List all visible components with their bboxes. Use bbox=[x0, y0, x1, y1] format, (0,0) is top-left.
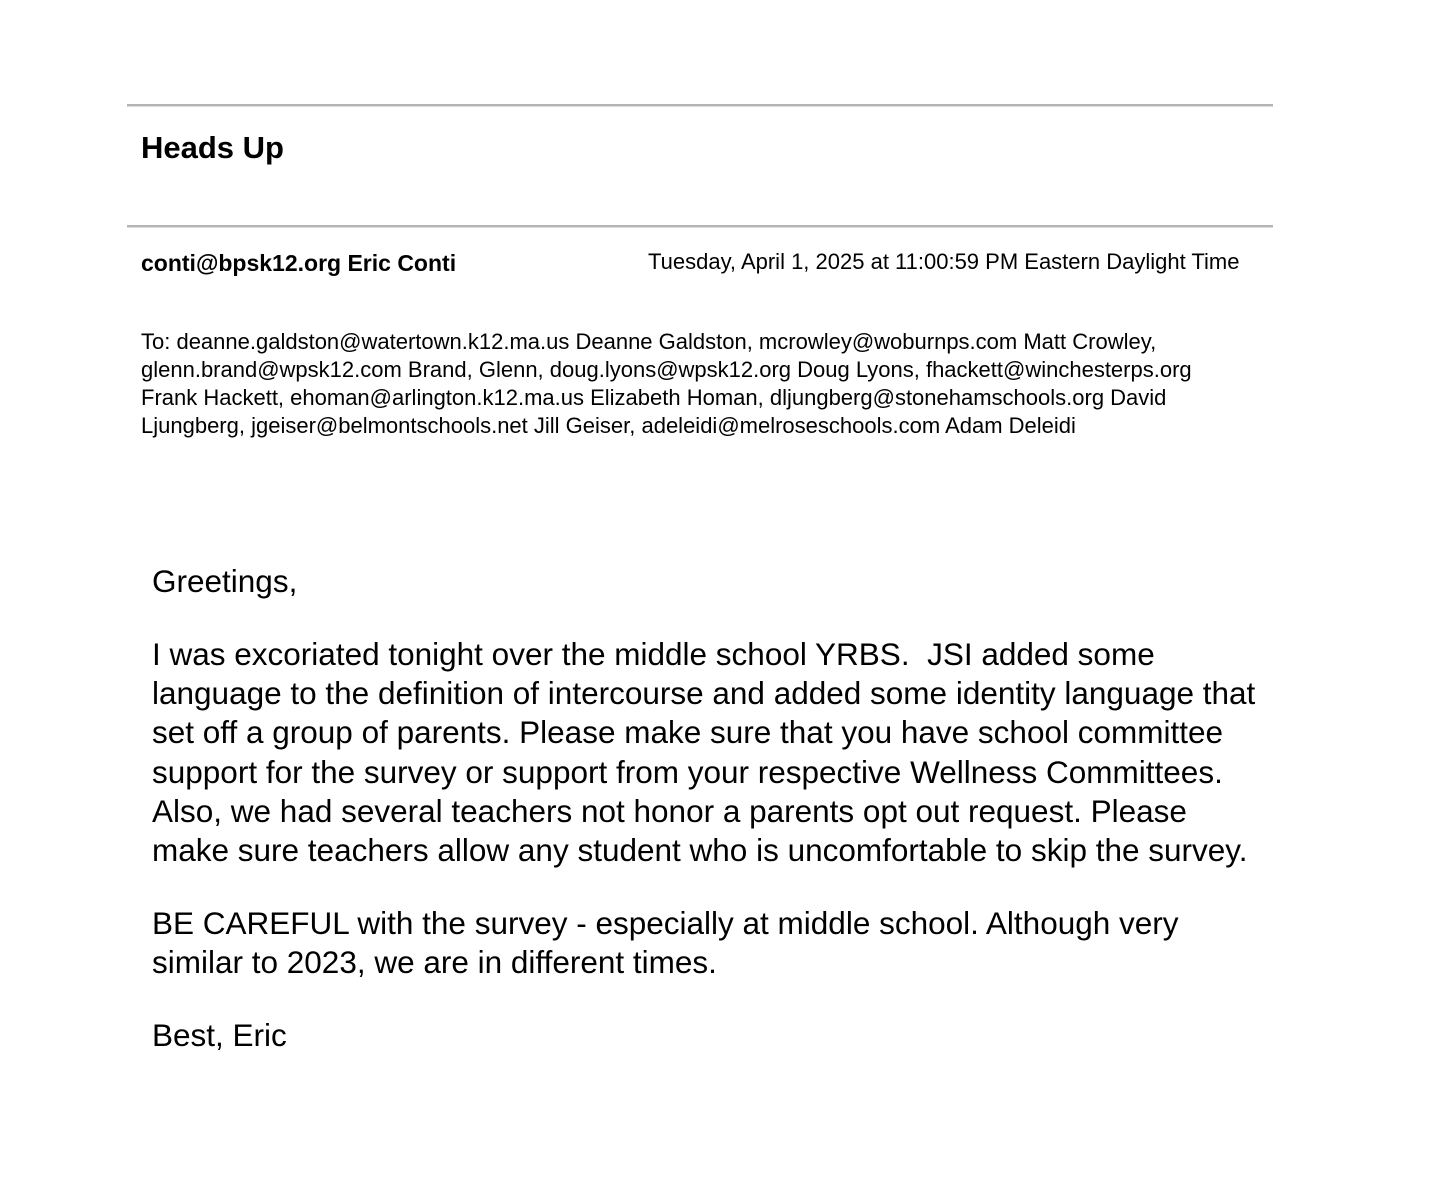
email-body bbox=[152, 562, 1265, 1089]
email-signoff: Best, Eric bbox=[152, 1017, 287, 1054]
email-paragraph-1: I was excoriated tonight over the middle school YRBS. JSI added some language to the definition of intercourse and added some identity language that set off a group of parents. Please make sure that you have school committee support for the survey or support from your respective Wellness Committees. Also, we had several teachers not honor a parents opt out request. Please make sure teachers allow any student who is uncomfortable to skip the survey. bbox=[152, 635, 1265, 869]
email-recipients: To: deanne.galdston@watertown.k12.ma.us Deanne Galdston, mcrowley@woburnps.com Matt Crowley, glenn.brand@wpsk12.com Brand, Glenn, doug.lyons@wpsk12.org Doug Lyons, fhackett@winchesterps.org Frank Hackett, ehoman@arlington.k12.ma.us Elizabeth Homan, dljungberg@stonehamschools.org David Ljungberg, jgeiser@belmontschools.net Jill Geiser, adeleidi@melroseschools.com Adam Deleidi bbox=[141, 329, 1192, 438]
header-bottom-divider bbox=[127, 225, 1273, 228]
email-subject: Heads Up bbox=[141, 130, 284, 165]
email-paragraph-2: BE CAREFUL with the survey - especially at middle school. Although very similar to 2023, we are in different times. bbox=[152, 905, 1179, 981]
email-sender: conti@bpsk12.org Eric Conti bbox=[141, 250, 457, 276]
email-date: Tuesday, April 1, 2025 at 11:00:59 PM Eastern Daylight Time bbox=[648, 249, 1240, 274]
header-top-divider bbox=[127, 104, 1273, 107]
email-greeting: Greetings, bbox=[152, 563, 298, 599]
